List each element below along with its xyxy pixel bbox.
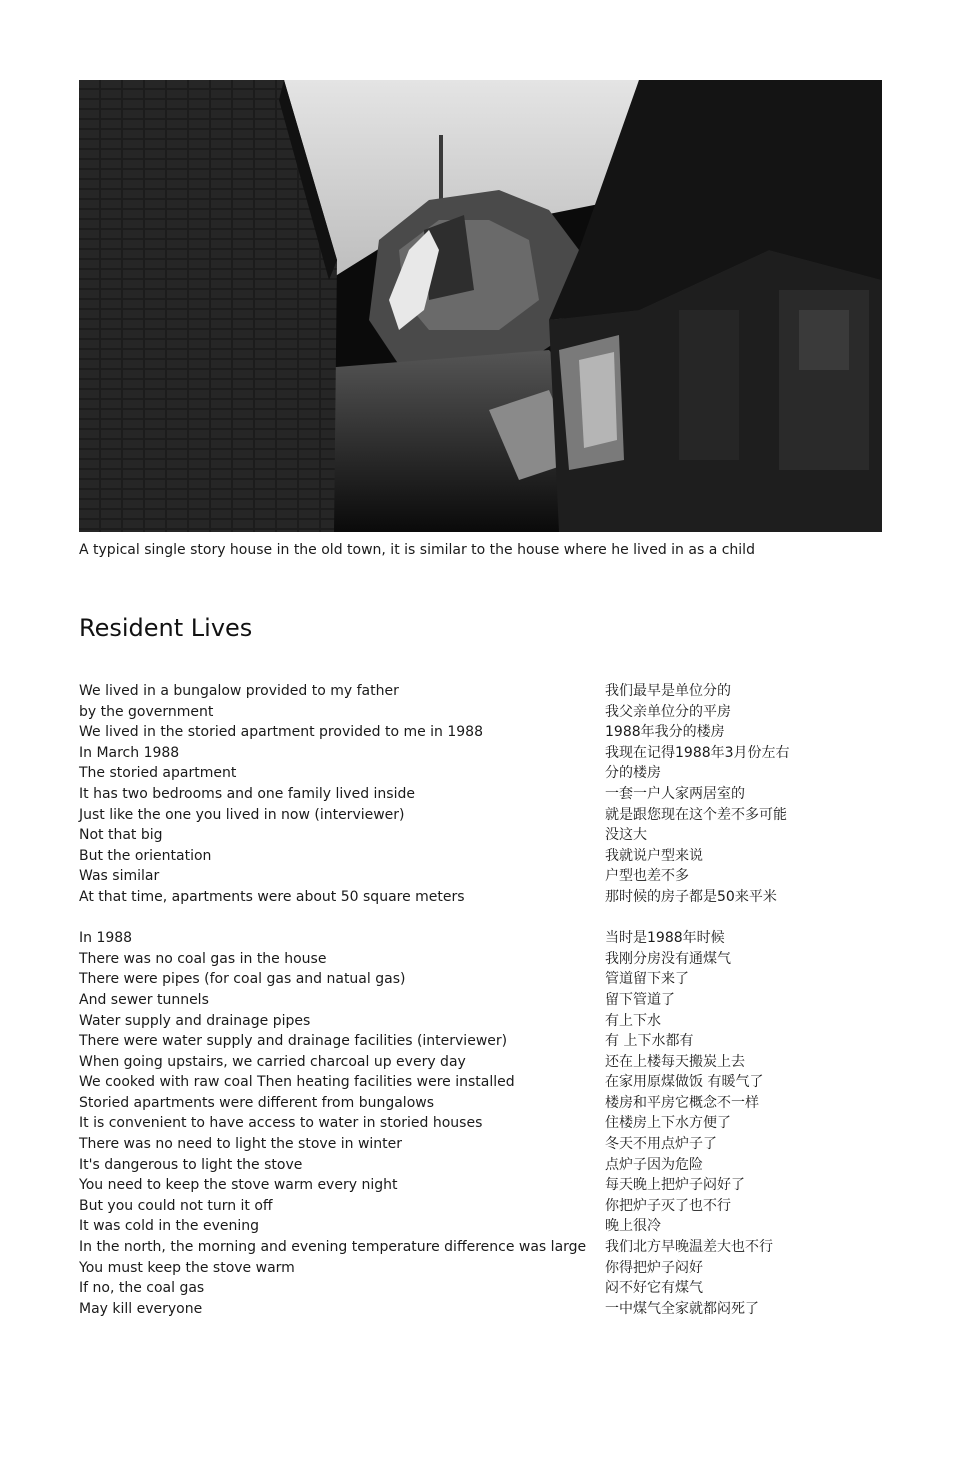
transcript-line: And sewer tunnels: [79, 991, 209, 1008]
transcript-line-zh: 住楼房上下水方便了: [605, 1115, 731, 1132]
english-stanza-2: [79, 928, 587, 1319]
transcript-line: Water supply and drainage pipes: [79, 1012, 311, 1029]
transcript-line: In 1988: [79, 930, 133, 947]
transcript-line-zh: 还在上楼每天搬炭上去: [605, 1053, 745, 1070]
transcript-line: At that time, apartments were about 50 square meters: [79, 888, 465, 905]
transcript-line: When going upstairs, we carried charcoal up every day: [79, 1053, 466, 1070]
transcript-line-zh: 我就说户型来说: [605, 847, 703, 864]
transcript-line-zh: 留下管道了: [605, 991, 675, 1008]
transcript-line-zh: 我现在记得1988年3月份左右: [605, 744, 790, 761]
transcript-line: But you could not turn it off: [79, 1197, 273, 1214]
alley-image: [79, 80, 882, 532]
chinese-stanza-2: [605, 928, 905, 1319]
transcript-line: Not that big: [79, 827, 163, 844]
section-title: Resident Lives: [79, 614, 253, 642]
chinese-stanza-1: [605, 681, 905, 908]
transcript-line: Storied apartments were different from bungalows: [79, 1094, 434, 1111]
transcript-line-zh: 我刚分房没有通煤气: [605, 950, 731, 967]
transcript-line: If no, the coal gas: [79, 1280, 205, 1297]
transcript-line-zh: 有上下水: [605, 1012, 661, 1029]
transcript-line: In March 1988: [79, 744, 180, 761]
transcript-line-zh: 有 上下水都有: [605, 1033, 694, 1050]
photo-caption: A typical single story house in the old town, it is similar to the house where he lived in as a child: [79, 542, 755, 558]
stanza-gap: [605, 908, 905, 929]
transcript-line-zh: 在家用原煤做饭 有暖气了: [605, 1074, 764, 1091]
chinese-transcript: [605, 681, 905, 1319]
transcript-line-zh: 你把炉子灭了也不行: [605, 1197, 731, 1214]
transcript-line-zh: 我们最早是单位分的: [605, 683, 731, 699]
transcript-line-zh: 就是跟您现在这个差不多可能: [605, 806, 787, 823]
transcript-line: There were water supply and drainage facilities (interviewer): [79, 1033, 508, 1050]
transcript-line-zh: 冬天不用点炉子了: [605, 1136, 717, 1153]
transcript-line: There was no coal gas in the house: [79, 950, 327, 967]
transcript-line-zh: 分的楼房: [605, 765, 661, 782]
transcript-line-zh: 我们北方早晚温差大也不行: [605, 1239, 773, 1256]
transcript-line: Just like the one you lived in now (interviewer): [79, 806, 405, 823]
transcript-line: We lived in a bungalow provided to my father: [79, 683, 399, 699]
transcript-line-zh: 当时是1988年时候: [605, 930, 725, 947]
transcript-line-zh: 每天晚上把炉子闷好了: [605, 1177, 745, 1194]
transcript-line: by the government: [79, 703, 214, 720]
transcript-line: There was no need to light the stove in winter: [79, 1136, 403, 1153]
transcript-line: In the north, the morning and evening temperature difference was large: [79, 1239, 587, 1256]
transcript-line-zh: 我父亲单位分的平房: [605, 703, 731, 720]
transcript-line-zh: 楼房和平房它概念不一样: [605, 1094, 759, 1111]
transcript-line-zh: 闷不好它有煤气: [605, 1280, 703, 1297]
transcript-line: There were pipes (for coal gas and natual gas): [79, 971, 406, 988]
transcript-line-zh: 一中煤气全家就都闷死了: [605, 1300, 759, 1317]
transcript-line-zh: 管道留下来了: [605, 971, 689, 988]
transcript-line: But the orientation: [79, 847, 212, 864]
transcript-line: It's dangerous to light the stove: [79, 1156, 303, 1173]
stanza-gap: [79, 908, 579, 929]
transcript-line-zh: 晚上很冷: [605, 1218, 661, 1235]
transcript-line: May kill everyone: [79, 1300, 203, 1317]
hutong-photo: [79, 80, 882, 532]
transcript-line: The storied apartment: [79, 765, 237, 782]
english-transcript: [79, 681, 587, 1319]
transcript-line: It was cold in the evening: [79, 1218, 260, 1235]
transcript-line: You need to keep the stove warm every night: [79, 1177, 398, 1194]
transcript-line-zh: 一套一户人家两居室的: [605, 785, 745, 802]
transcript-line-zh: 没这大: [605, 827, 647, 844]
transcript-line-zh: 户型也差不多: [605, 868, 689, 885]
transcript-line: It has two bedrooms and one family lived inside: [79, 785, 415, 802]
transcript-line: You must keep the stove warm: [79, 1259, 295, 1276]
transcript-line: It is convenient to have access to water in storied houses: [79, 1115, 483, 1132]
transcript-line-zh: 那时候的房子都是50来平米: [605, 888, 777, 905]
transcript-line: We cooked with raw coal Then heating facilities were installed: [79, 1074, 515, 1091]
english-stanza-1: [79, 681, 579, 908]
transcript-line: Was similar: [79, 868, 160, 885]
transcript-line-zh: 你得把炉子闷好: [605, 1259, 703, 1276]
transcript-line-zh: 1988年我分的楼房: [605, 724, 725, 741]
transcript-line: We lived in the storied apartment provided to me in 1988: [79, 724, 483, 741]
transcript-line-zh: 点炉子因为危险: [605, 1156, 703, 1173]
